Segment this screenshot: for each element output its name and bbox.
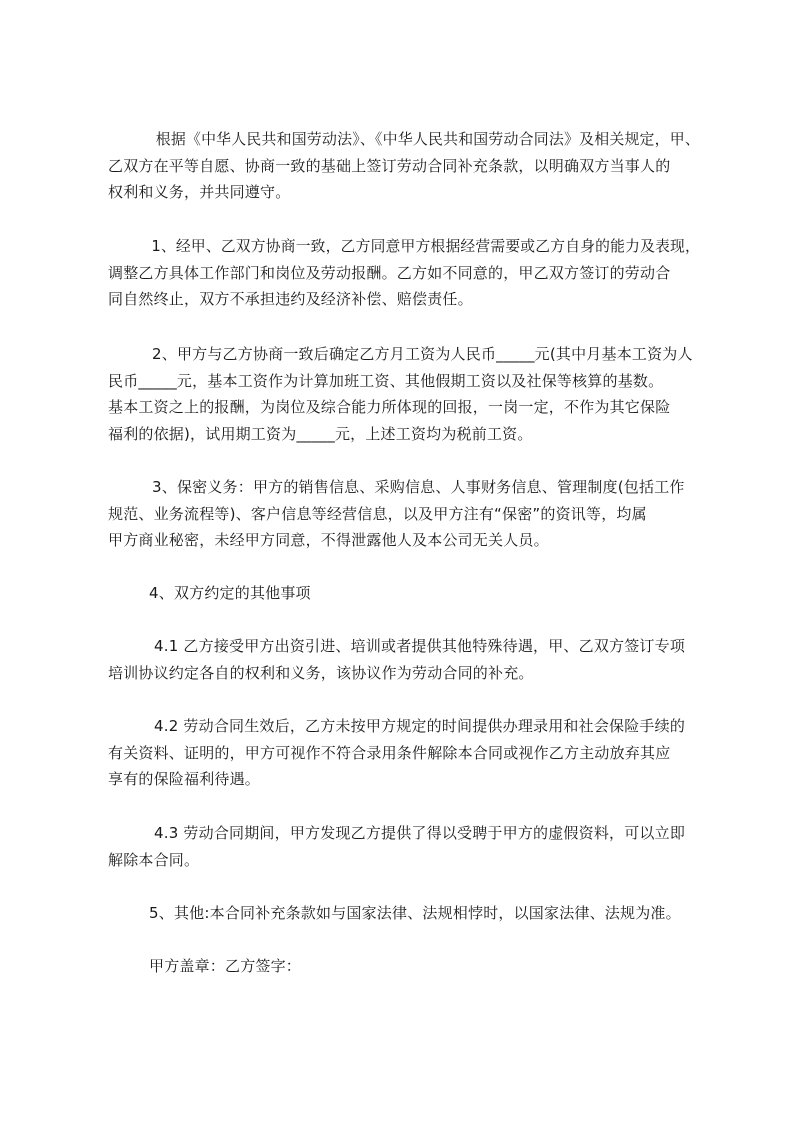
text-line: 甲方商业秘密，未经甲方同意，不得泄露他人及本公司无关人员。 xyxy=(108,531,549,549)
text-line: 4.2 劳动合同生效后，乙方未按甲方规定的时间提供办理录用和社会保险手续的 xyxy=(154,717,686,735)
text-line: 规范、业务流程等)、客户信息等经营信息，以及甲方注有“保密”的资讯等，均属 xyxy=(108,504,647,523)
text-line: 福利的依据)，试用期工资为_____元，上述工资均为税前工资。 xyxy=(108,424,533,443)
clause-2-paragraph xyxy=(108,341,700,447)
signature-line xyxy=(108,953,700,980)
clause-1-paragraph xyxy=(108,233,700,313)
text-line: 3、保密义务：甲方的销售信息、采购信息、人事财务信息、管理制度(包括工作 xyxy=(152,478,685,496)
text-line: 基本工资之上的报酬，为岗位及综合能力所体现的回报，一岗一定，不作为其它保险 xyxy=(108,398,671,416)
text-line: 4.3 劳动合同期间，甲方发现乙方提供了得以受聘于甲方的虚假资料，可以立即 xyxy=(154,824,686,842)
clause-4-3-paragraph xyxy=(108,820,700,873)
text-line: 调整乙方具体工作部门和岗位及劳动报酬。乙方如不同意的，甲乙双方签订的劳动合 xyxy=(108,263,671,282)
text-line: 2、甲方与乙方协商一致后确定乙方月工资为人民币_____元(其中月基本工资为人 xyxy=(152,345,693,363)
text-line: 5、其他:本合同补充条款如与国家法律、法规相悖时，以国家法律、法规为准。 xyxy=(149,904,681,922)
text-line: 培训协议约定各自的权利和义务，该协议作为劳动合同的补充。 xyxy=(108,663,534,682)
text-line: 乙双方在平等自愿、协商一致的基础上签订劳动合同补充条款，以明确双方当事人的 xyxy=(108,156,671,175)
text-line: 1、经甲、乙双方协商一致，乙方同意甲方根据经营需要或乙方自身的能力及表现， xyxy=(151,237,700,255)
text-line: 同自然终止，双方不承担违约及经济补偿、赔偿责任。 xyxy=(108,290,473,308)
clause-4-paragraph xyxy=(108,580,700,607)
clause-4-2-paragraph xyxy=(108,713,700,793)
text-line: 4.1 乙方接受甲方出资引进、培训或者提供其他特殊待遇，甲、乙双方签订专项 xyxy=(154,637,686,655)
intro-paragraph xyxy=(108,126,700,206)
text-line: 解除本合同。 xyxy=(108,850,200,869)
text-line: 根据《中华人民共和国劳动法》、《中华人民共和国劳动合同法》及相关规定，甲、 xyxy=(155,130,701,148)
text-line: 民币_____元，基本工资作为计算加班工资、其他假期工资以及社保等核算的基数。 xyxy=(108,371,664,390)
clause-3-paragraph xyxy=(108,474,700,554)
text-line: 甲方盖章：乙方签字： xyxy=(149,957,302,975)
clause-4-1-paragraph xyxy=(108,633,700,686)
text-line: 4、双方约定的其他事项 xyxy=(149,584,311,602)
text-line: 享有的保险福利待遇。 xyxy=(108,770,261,788)
text-line: 有关资料、证明的，甲方可视作不符合录用条件解除本合同或视作乙方主动放弃其应 xyxy=(108,743,671,762)
text-line: 权利和义务，并共同遵守。 xyxy=(108,183,291,201)
clause-5-paragraph xyxy=(108,900,700,927)
